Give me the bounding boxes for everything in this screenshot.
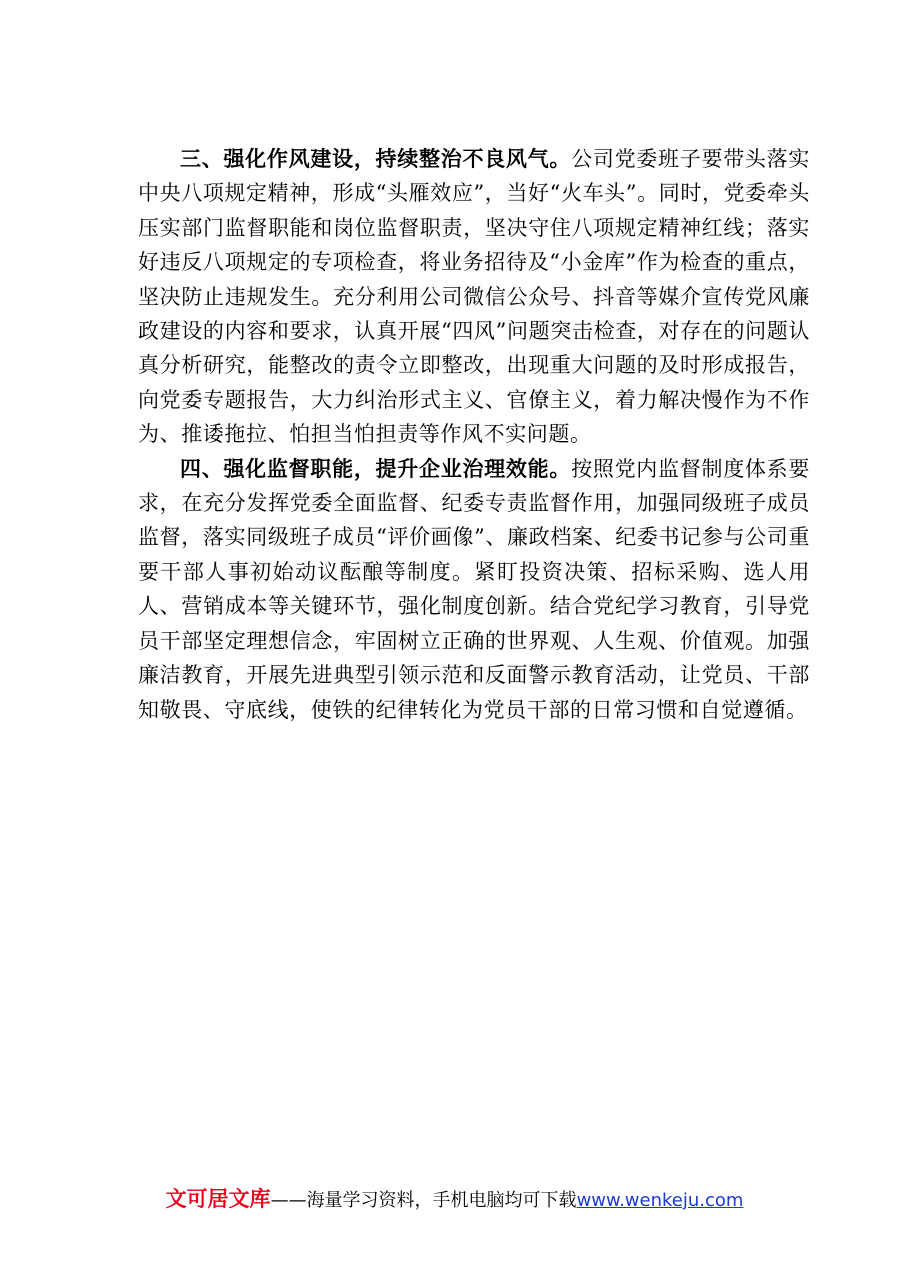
document-body — [138, 142, 810, 727]
section-3-heading: 三、强化作风建设，持续整治不良风气。 — [180, 147, 572, 171]
section-3-text: 公司党委班子要带头落实中央八项规定精神，形成“头雁效应”，当好“火车头”。同时，党委牵头压实部门监督职能和岗位监督职责，坚决守住八项规定精神红线；落实好违反八项规定的专项检查，将业务招待及“小金库”作为检查的重点，坚决防止违规发生。充分利用公司微信公众号、抖音等媒介宣传党风廉政建设的内容和要求，认真开展“四风”问题突击检查，对存在的问题认真分析研究，能整改的责令立即整改，出现重大问题的及时形成报告，向党委专题报告，大力纠治形式主义、官僚主义，着力解决慢作为不作为、推诿拖拉、怕担当怕担责等作风不实问题。 — [138, 147, 810, 447]
paragraph-section-3 — [138, 142, 810, 452]
section-4-text: 按照党内监督制度体系要求，在充分发挥党委全面监督、纪委专责监督作用，加强同级班子成员监督，落实同级班子成员“评价画像”、廉政档案、纪委书记参与公司重要干部人事初始动议酝酿等制度。紧盯投资决策、招标采购、选人用人、营销成本等关键环节，强化制度创新。结合党纪学习教育，引导党员干部坚定理想信念，牢固树立正确的世界观、人生观、价值观。加强廉洁教育，开展先进典型引领示范和反面警示教育活动，让党员、干部知敬畏、守底线，使铁的纪律转化为党员干部的日常习惯和自觉遵循。 — [138, 456, 810, 722]
paragraph-section-4 — [138, 452, 810, 727]
footer-slogan: ——海量学习资料，手机电脑均可下载 — [270, 1190, 577, 1211]
section-4-heading: 四、强化监督职能，提升企业治理效能。 — [180, 456, 572, 481]
footer-banner — [0, 1183, 909, 1213]
footer-website-link[interactable]: www.wenkeju.com — [576, 1190, 744, 1211]
footer-brand: 文可居文库 — [165, 1187, 271, 1211]
